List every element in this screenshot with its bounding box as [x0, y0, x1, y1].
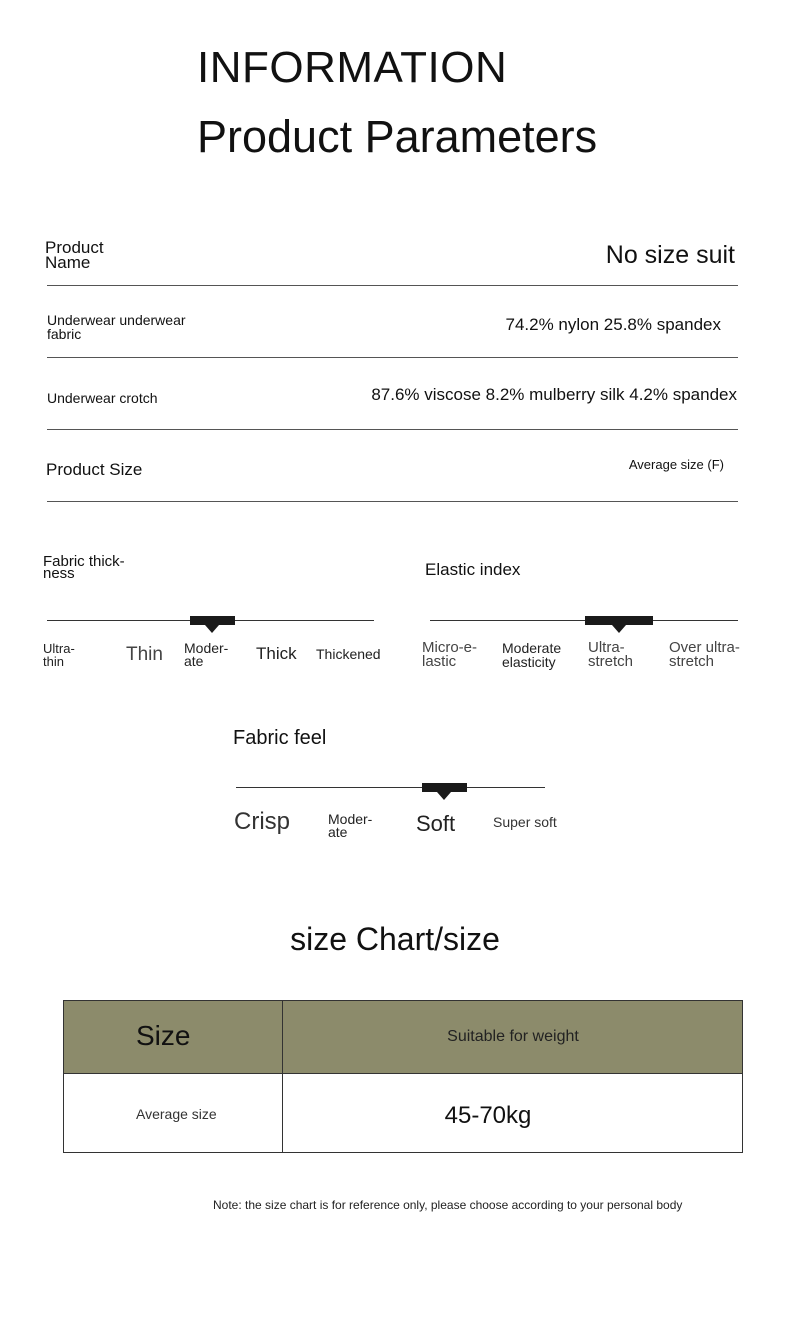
- divider: [47, 429, 738, 430]
- elastic-option-over-ultra-stretch: Over ultra- stretch: [669, 639, 740, 670]
- row-divider: [64, 1073, 742, 1074]
- size-chart-cell-weight: 45-70kg: [444, 1102, 532, 1129]
- feel-selected-marker: [422, 783, 467, 801]
- elastic-scale-title: Elastic index: [425, 560, 521, 579]
- elastic-option-ultra-stretch: Ultra- stretch: [588, 639, 634, 670]
- param-value-product-name: No size suit: [605, 241, 735, 269]
- elastic-selected-marker: [585, 616, 653, 634]
- thickness-option-moderate: Moder- ate: [184, 640, 229, 669]
- size-chart-note: Note: the size chart is for reference only, please choose according to your personal body: [213, 1198, 683, 1212]
- feel-scale-title: Fabric feel: [233, 727, 327, 749]
- elastic-scale-track: [430, 620, 738, 621]
- param-value-crotch: 87.6% viscose 8.2% mulberry silk 4.2% spandex: [371, 385, 737, 404]
- divider: [47, 501, 738, 502]
- thickness-option-thin: Thin: [126, 644, 163, 665]
- size-chart-cell-size: Average size: [136, 1106, 217, 1122]
- thickness-option-ultra-thin: Ultra- thin: [43, 641, 75, 669]
- param-label-fabric: Underwear underwear fabric: [47, 312, 186, 342]
- feel-option-moderate: Moder- ate: [328, 811, 373, 840]
- divider: [47, 357, 738, 358]
- thickness-option-thick: Thick: [256, 644, 297, 663]
- param-label-product-name: Product Name: [45, 238, 104, 272]
- param-value-fabric: 74.2% nylon 25.8% spandex: [505, 315, 721, 334]
- elastic-option-moderate-elasticity: Moderate elasticity: [502, 640, 562, 670]
- elastic-option-micro-elastic: Micro-e- lastic: [422, 639, 477, 670]
- divider: [47, 285, 738, 286]
- feel-option-crisp: Crisp: [234, 808, 291, 835]
- param-label-product-size: Product Size: [46, 460, 143, 479]
- size-chart-header-weight: Suitable for weight: [447, 1028, 579, 1045]
- param-label-crotch: Underwear crotch: [47, 390, 158, 406]
- thickness-selected-marker: [190, 616, 235, 634]
- information-heading: INFORMATION: [197, 43, 508, 92]
- product-parameters-heading: Product Parameters: [197, 111, 598, 162]
- feel-option-soft: Soft: [416, 811, 456, 836]
- size-chart-table: [63, 1000, 743, 1153]
- feel-scale-track: [236, 787, 545, 788]
- feel-option-super-soft: Super soft: [493, 814, 557, 830]
- thickness-option-thickened: Thickened: [316, 646, 381, 662]
- param-value-product-size: Average size (F): [628, 457, 724, 472]
- size-chart-header-size: Size: [136, 1020, 191, 1051]
- size-chart-title: size Chart/size: [290, 921, 500, 957]
- thickness-scale-title: Fabric thick- ness: [43, 553, 125, 582]
